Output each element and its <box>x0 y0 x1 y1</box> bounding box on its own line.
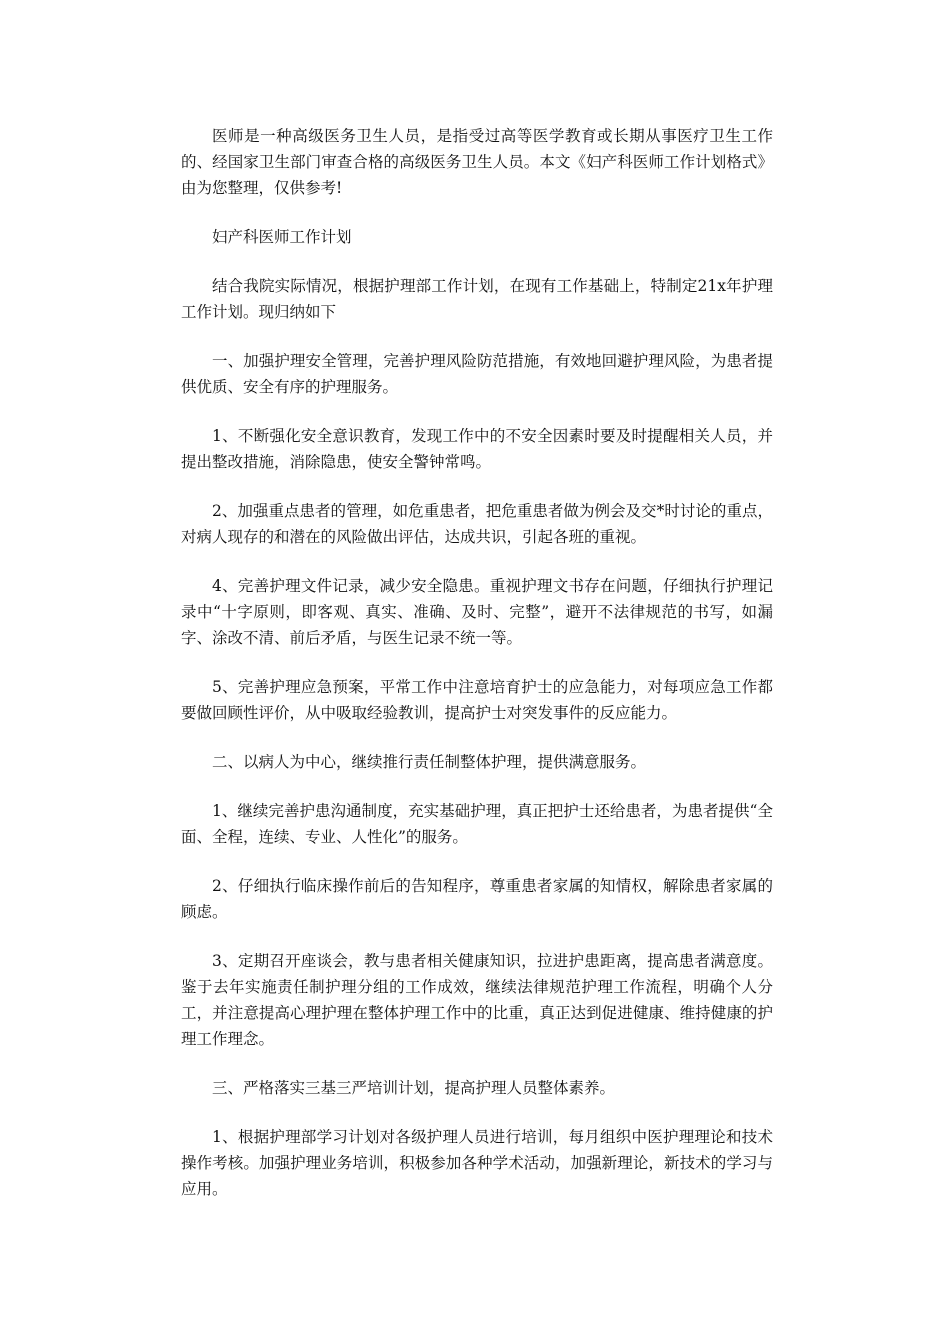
section-1-item-5: 5、完善护理应急预案，平常工作中注意培育护士的应急能力，对每项应急工作都要做回顾性评价，从中吸取经验教训，提高护士对突发事件的反应能力。 <box>181 678 773 722</box>
section-2-item-1: 1、继续完善护患沟通制度，充实基础护理，真正把护士还给患者，为患者提供“全面、全程，连续、专业、人性化”的服务。 <box>181 802 773 846</box>
section-1-item-2: 2、加强重点患者的管理，如危重患者，把危重患者做为例会及交*时讨论的重点，对病人现存的和潜在的风险做出评估，达成共识，引起各班的重视。 <box>181 502 773 546</box>
section-heading-2: 二、以病人为中心，继续推行责任制整体护理，提供满意服务。 <box>212 753 647 771</box>
section-heading-3: 三、严格落实三基三严培训计划，提高护理人员整体素养。 <box>212 1079 616 1097</box>
section-3-item-1: 1、根据护理部学习计划对各级护理人员进行培训，每月组织中医护理理论和技术操作考核。加强护理业务培训，积极参加各种学术活动，加强新理论，新技术的学习与应用。 <box>181 1128 773 1198</box>
section-2-item-3: 3、定期召开座谈会，教与患者相关健康知识，拉进护患距离，提高患者满意度。鉴于去年实施责任制护理分组的工作成效，继续法律规范护理工作流程，明确个人分工，并注意提高心理护理在整体护理工作中的比重，真正达到促进健康、维持健康的护理工作理念。 <box>181 952 773 1048</box>
section-2-item-2: 2、仔细执行临床操作前后的告知程序，尊重患者家属的知情权，解除患者家属的顾虑。 <box>181 877 773 921</box>
document-body <box>181 123 773 1225</box>
section-1-item-1: 1、不断强化安全意识教育，发现工作中的不安全因素时要及时提醒相关人员，并提出整改措施，消除隐患，使安全警钟常鸣。 <box>181 427 773 471</box>
section-heading-1: 一、加强护理安全管理，完善护理风险防范措施，有效地回避护理风险，为患者提供优质、安全有序的护理服务。 <box>181 352 773 396</box>
overview-paragraph: 结合我院实际情况，根据护理部工作计划，在现有工作基础上，特制定21x年护理工作计划。现归纳如下 <box>181 277 773 321</box>
document-title: 妇产科医师工作计划 <box>212 228 352 246</box>
intro-paragraph: 医师是一种高级医务卫生人员，是指受过高等医学教育或长期从事医疗卫生工作的、经国家卫生部门审查合格的高级医务卫生人员。本文《妇产科医师工作计划格式》由为您整理，仅供参考! <box>181 127 773 197</box>
section-1-item-4: 4、完善护理文件记录，减少安全隐患。重视护理文书存在问题，仔细执行护理记录中“十字原则，即客观、真实、准确、及时、完整”，避开不法律规范的书写，如漏字、涂改不清、前后矛盾，与医生记录不统一等。 <box>181 577 773 647</box>
